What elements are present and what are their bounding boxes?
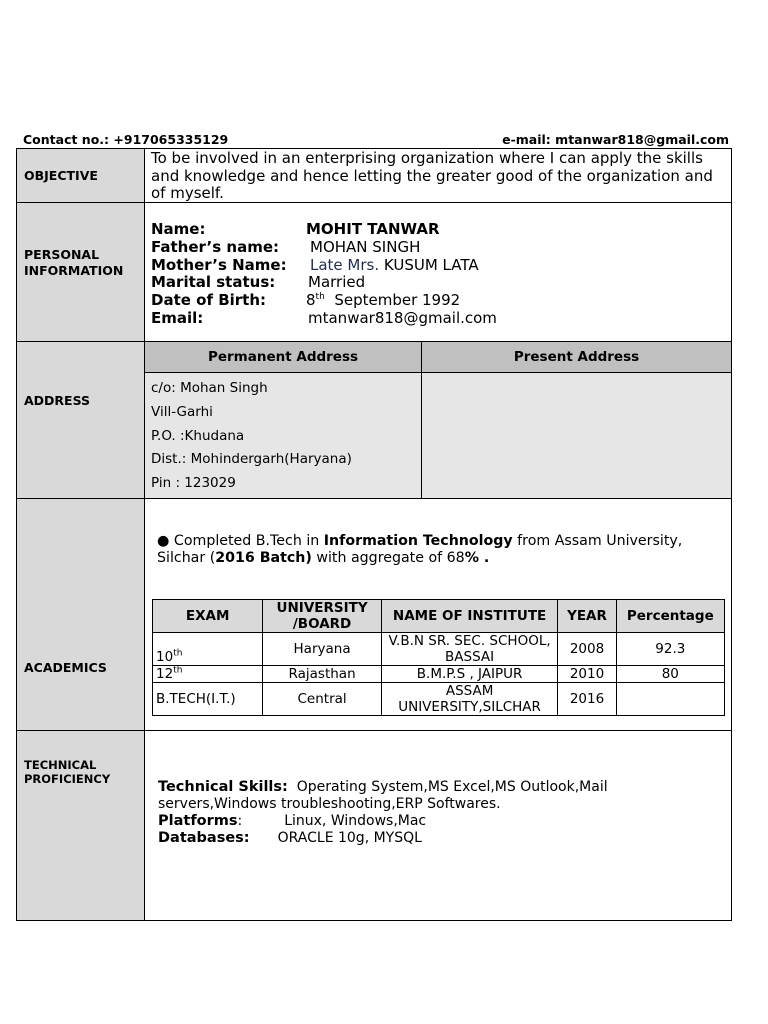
academics-bullet: [157, 533, 701, 567]
bullet-prefix: Completed B.Tech in: [173, 533, 320, 549]
personal-label-line1: PERSONAL: [24, 247, 100, 262]
exam-cell: [153, 633, 263, 666]
year-cell: 2010: [558, 666, 616, 683]
pct-cell: 80: [616, 666, 724, 683]
permanent-address-body: [145, 373, 422, 498]
address-section: [16, 341, 732, 499]
personal-label-cell: [17, 203, 145, 341]
year-cell: 2016: [558, 683, 616, 716]
name-line: [151, 220, 440, 238]
institute-cell: ASSAM UNIVERSITY,SILCHAR: [381, 683, 558, 716]
academics-label-cell: [17, 499, 145, 730]
technical-section: [16, 730, 732, 921]
dob-suffix: th: [315, 292, 325, 302]
skills-value: Operating System,MS Excel,MS Outlook,Mail servers,Windows troubleshooting,ERP Softwares.: [158, 779, 608, 812]
year-cell: 2008: [558, 633, 616, 666]
personal-label-line2: INFORMATION: [24, 263, 124, 278]
databases-line: [158, 830, 711, 847]
father-value: MOHAN SINGH: [310, 238, 421, 256]
objective-label-cell: [17, 149, 145, 202]
board-cell: Rajasthan: [263, 666, 381, 683]
objective-text: To be involved in an enterprising organization where I can apply the skills and knowledge and hence letting the greater good of the organization and of myself.: [151, 149, 713, 202]
name-key: Name:: [151, 220, 206, 238]
pct-cell: [616, 683, 724, 716]
col-header: Percentage: [616, 600, 724, 633]
address-line: Pin : 123029: [151, 475, 236, 491]
table-header-row: [153, 600, 725, 633]
address-line: P.O. :Khudana: [151, 428, 245, 444]
platforms-key: Platforms: [158, 813, 238, 829]
exam-sup: th: [173, 648, 183, 659]
institute-cell: B.M.P.S , JAIPUR: [381, 666, 558, 683]
phone-label: Contact no.:: [23, 132, 110, 147]
academics-table: [152, 599, 725, 716]
address-line: Vill-Garhi: [151, 404, 213, 420]
name-value: MOHIT TANWAR: [306, 220, 440, 238]
institute-cell: V.B.N SR. SEC. SCHOOL, BASSAI: [381, 633, 558, 666]
board-cell: Central: [263, 683, 381, 716]
marital-key: Marital status:: [151, 273, 276, 291]
technical-label-line2: PROFICIENCY: [24, 772, 111, 786]
mother-prefix: Late Mrs.: [310, 256, 380, 274]
databases-value: ORACLE 10g, MYSQL: [277, 830, 422, 846]
board-cell: Haryana: [263, 633, 381, 666]
col-header: NAME OF INSTITUTE: [381, 600, 558, 633]
academics-content: [145, 499, 731, 730]
bullet-mid: from Assam University, Silchar (: [157, 533, 683, 566]
address-line: Dist.: Mohindergarh(Haryana): [151, 451, 352, 467]
address-label: ADDRESS: [24, 393, 91, 408]
permanent-address-header: Permanent Address: [145, 342, 422, 373]
col-header: EXAM: [153, 600, 263, 633]
academics-label: ACADEMICS: [24, 660, 107, 675]
bullet-icon: ●: [157, 533, 170, 549]
technical-details: [158, 779, 711, 847]
exam-sup: th: [173, 665, 183, 676]
technical-label: [24, 758, 110, 786]
dob-rest: September 1992: [334, 291, 461, 309]
objective-section: [16, 148, 732, 203]
skills-key: Technical Skills:: [158, 779, 288, 795]
technical-content: [145, 731, 731, 920]
personal-section: [16, 202, 732, 342]
academics-section: [16, 498, 732, 731]
mother-key: Mother’s Name:: [151, 256, 287, 274]
exam-cell: [153, 683, 263, 716]
present-address-body: [422, 373, 731, 498]
dob-day: 8: [306, 291, 316, 309]
platforms-colon: :: [237, 813, 243, 829]
personal-content: [145, 203, 731, 341]
email-key: Email:: [151, 309, 204, 327]
table-row: [153, 683, 725, 716]
personal-label: [24, 247, 123, 279]
dob-line: [151, 291, 460, 309]
father-key: Father’s name:: [151, 238, 279, 256]
email-line: [151, 309, 497, 327]
platforms-value: Linux, Windows,Mac: [284, 813, 427, 829]
exam-value: 10: [156, 649, 174, 665]
address-label-cell: [17, 342, 145, 498]
objective-content: [145, 149, 731, 202]
father-line: [151, 238, 420, 256]
col-header: YEAR: [558, 600, 616, 633]
contact-phone: [23, 132, 228, 147]
platforms-line: [158, 813, 711, 830]
col-header: UNIVERSITY /BOARD: [263, 600, 381, 633]
exam-value: 12: [156, 666, 174, 682]
marital-line: [151, 273, 365, 291]
databases-key: Databases:: [158, 830, 250, 846]
table-row: [153, 633, 725, 666]
personal-email-value[interactable]: mtanwar818@gmail.com: [308, 309, 497, 327]
present-address-header: Present Address: [422, 342, 731, 373]
pct-cell: 92.3: [616, 633, 724, 666]
exam-value: B.TECH(I.T.): [156, 691, 236, 707]
objective-label: OBJECTIVE: [24, 168, 98, 183]
contact-email: [502, 132, 729, 147]
bullet-end: % .: [464, 550, 490, 566]
address-content: [145, 342, 731, 498]
phone-value: +917065335129: [113, 132, 229, 147]
technical-label-cell: [17, 731, 145, 920]
bullet-aggregate: with aggregate of 68: [316, 550, 465, 566]
bullet-field: Information Technology: [323, 533, 513, 549]
dob-key: Date of Birth:: [151, 291, 267, 309]
table-row: [153, 666, 725, 683]
skills-line: [158, 779, 711, 813]
address-line: c/o: Mohan Singh: [151, 380, 268, 396]
bullet-batch: 2016 Batch): [215, 550, 312, 566]
marital-value: Married: [308, 273, 366, 291]
technical-label-line1: TECHNICAL: [24, 758, 97, 772]
email-label: e-mail:: [502, 132, 551, 147]
mother-line: [151, 256, 479, 274]
exam-cell: [153, 666, 263, 683]
email-value[interactable]: mtanwar818@gmail.com: [555, 132, 729, 147]
mother-value: KUSUM LATA: [383, 256, 479, 274]
